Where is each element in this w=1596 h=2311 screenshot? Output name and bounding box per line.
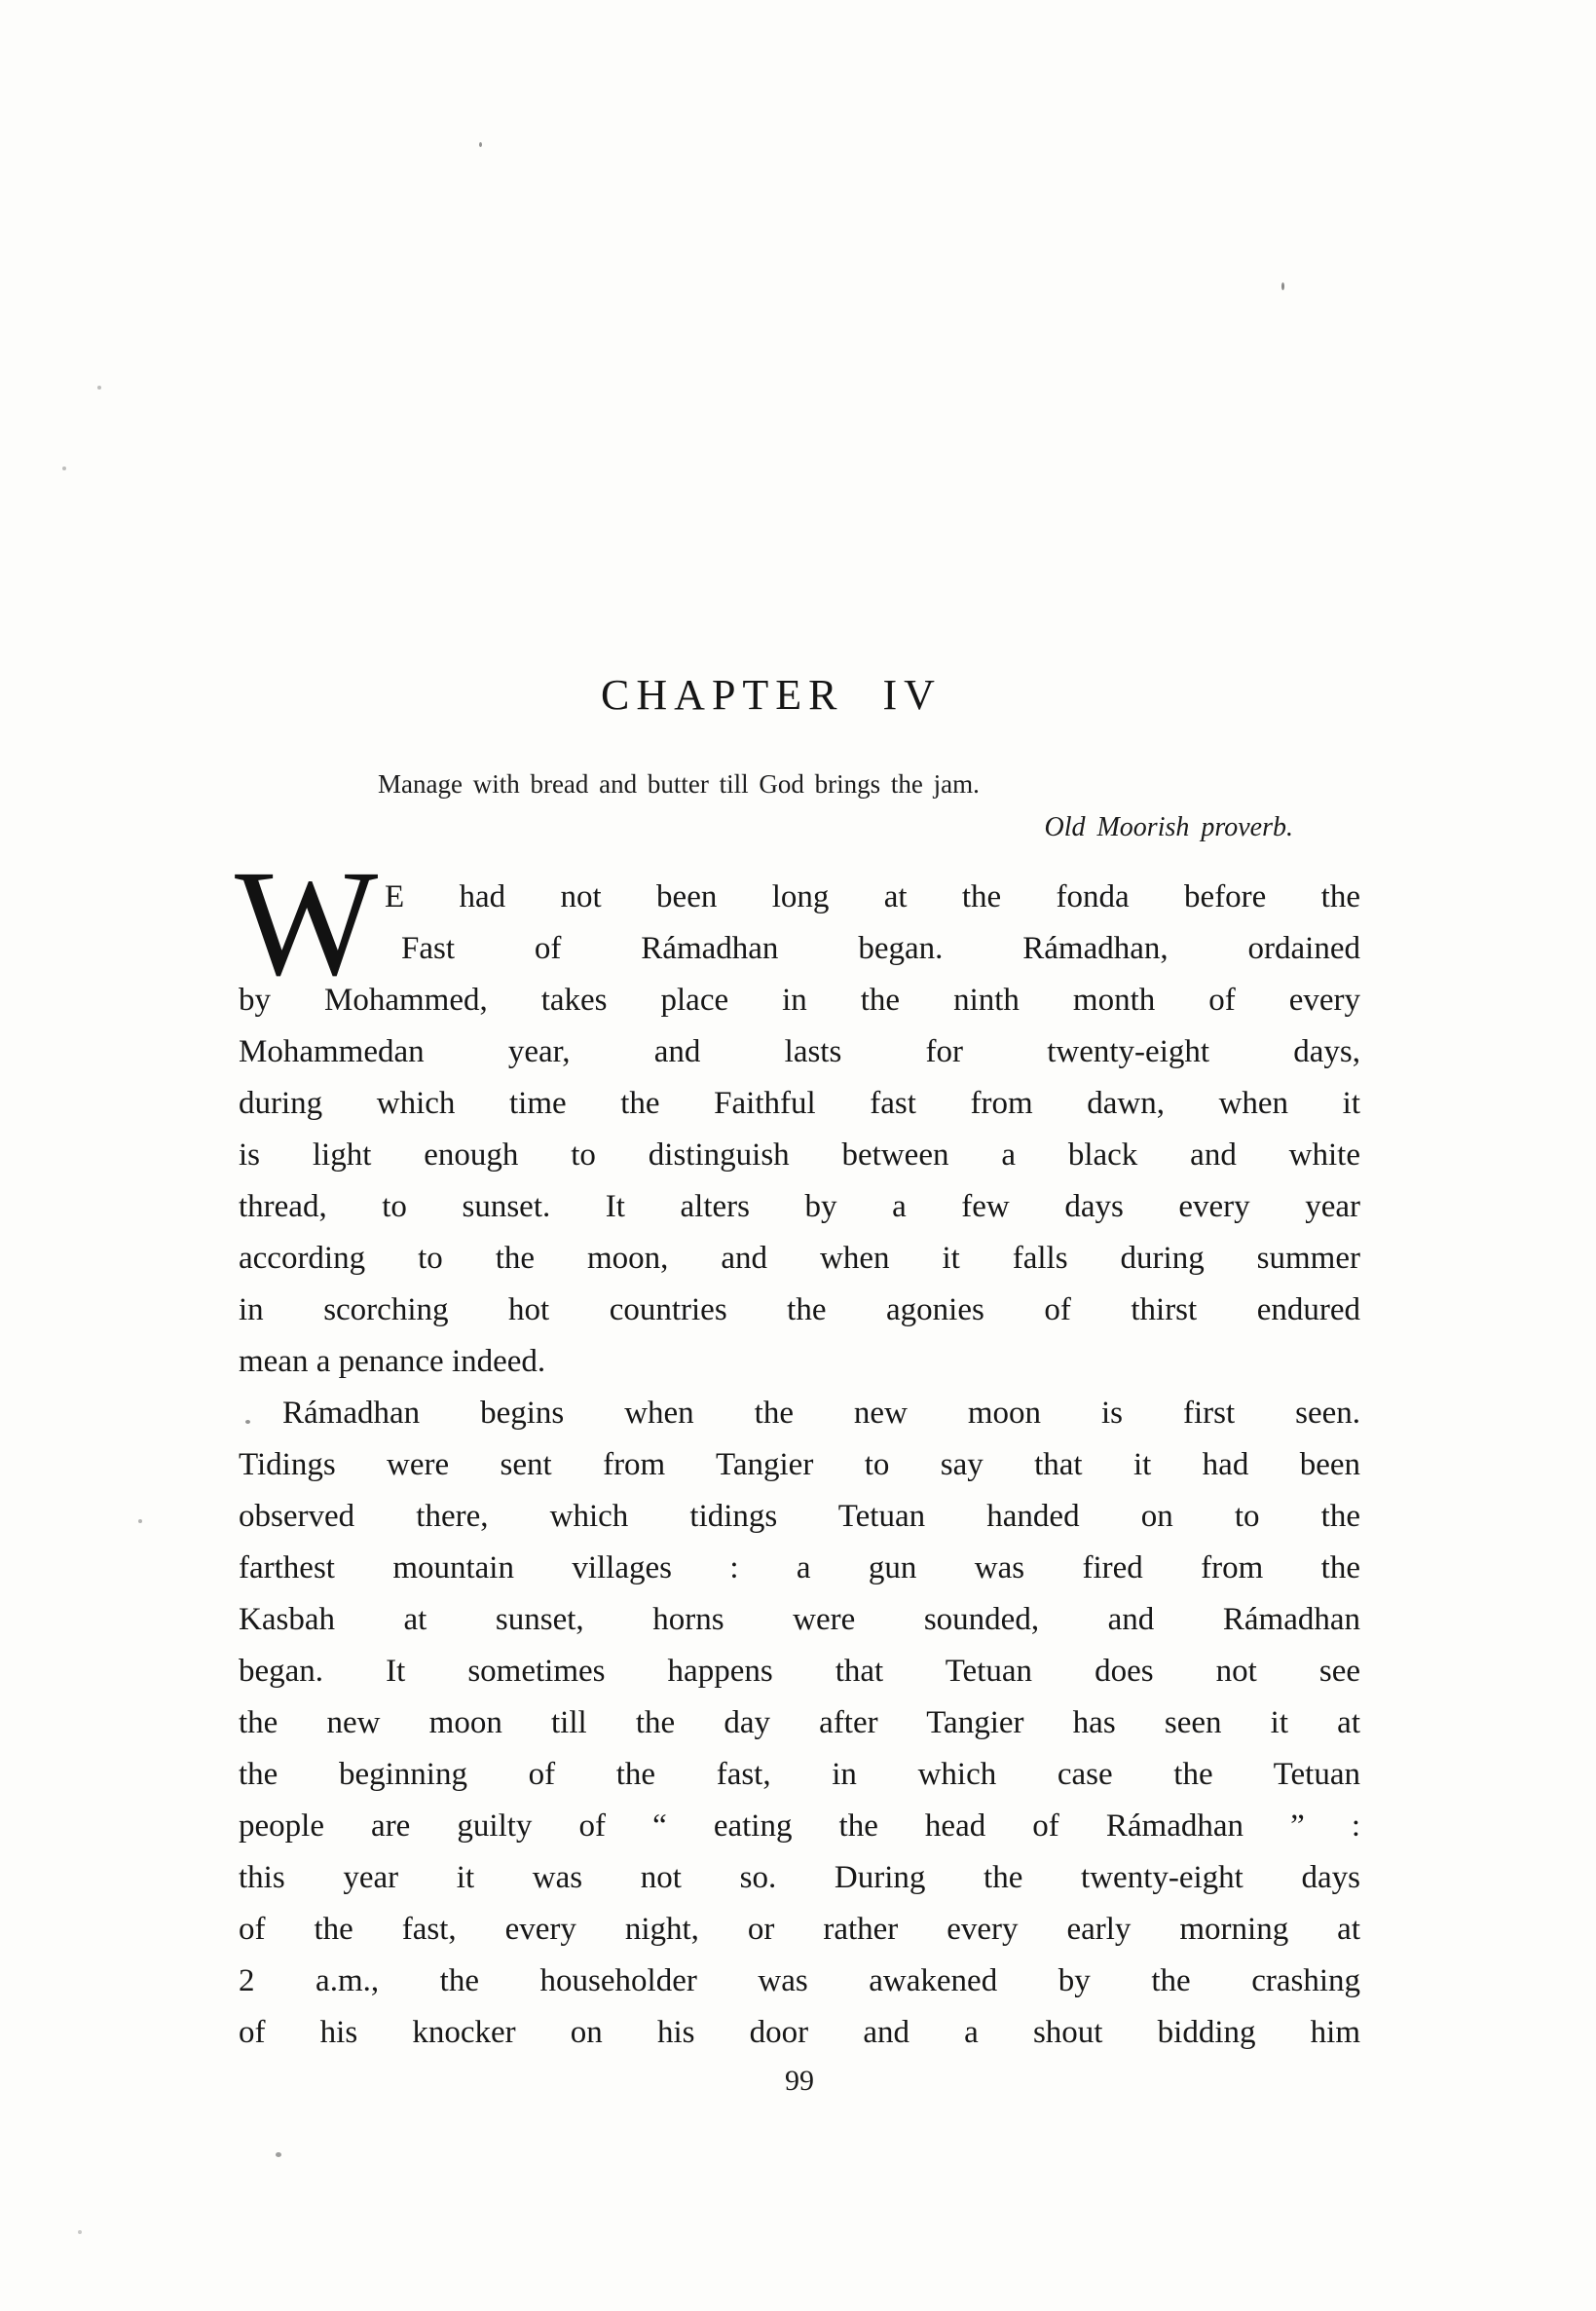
scan-speck (62, 466, 66, 470)
text-line: this year it was not so. During the twenty-eight days (239, 1860, 1360, 1895)
text-line: began. It sometimes happens that Tetuan does not see (239, 1654, 1360, 1689)
page-number: 99 (785, 2065, 814, 2097)
text-line: Tidings were sent from Tangier to say that it had been (239, 1447, 1360, 1482)
paragraph (235, 839, 1360, 1388)
text-line: Rámadhan begins when the new moon is first seen. (282, 1396, 1360, 1431)
scan-speck (1281, 282, 1284, 290)
scan-speck (78, 2230, 82, 2234)
text-line: of his knocker on his door and a shout bidding him (239, 2015, 1360, 2050)
epigraph (378, 769, 1293, 843)
text-line: according to the moon, and when it falls during summer (239, 1241, 1360, 1276)
scan-speck (479, 142, 482, 147)
text-line: is light enough to distinguish between a black and white (239, 1137, 1360, 1173)
text-line: during which time the Faithful fast from dawn, when it (239, 1086, 1360, 1121)
text-line: by Mohammed, takes place in the ninth month of every (239, 983, 1360, 1018)
text-line: in scorching hot countries the agonies of thirst endured (239, 1292, 1360, 1327)
text-line: the beginning of the fast, in which case the Tetuan (239, 1757, 1360, 1792)
scan-speck (97, 386, 101, 390)
epigraph-text: Manage with bread and butter till God brings the jam. (378, 769, 980, 799)
drop-cap: W (235, 839, 379, 1007)
text-line: the new moon till the day after Tangier has seen it at (239, 1705, 1360, 1740)
scan-speck (245, 1420, 250, 1424)
text-line: E had not been long at the fonda before the (385, 879, 1360, 914)
text-line: people are guilty of “ eating the head of Rámadhan ” : (239, 1808, 1360, 1844)
scan-speck (138, 1519, 142, 1523)
text-line: thread, to sunset. It alters by a few days every year (239, 1189, 1360, 1224)
scan-speck (276, 2152, 281, 2157)
text-line: mean a penance indeed. (239, 1344, 546, 1379)
text-line: Fast of Rámadhan began. Rámadhan, ordained (401, 931, 1360, 966)
epigraph-attribution: Old Moorish proverb. (1044, 812, 1293, 842)
text-line: Mohammedan year, and lasts for twenty-eight days, (239, 1034, 1360, 1069)
paragraph (239, 1388, 1360, 2059)
chapter-heading: CHAPTER IV (601, 671, 942, 719)
text-line: 2 a.m., the householder was awakened by the crashing (239, 1963, 1360, 1998)
text-line: Kasbah at sunset, horns were sounded, and Rámadhan (239, 1602, 1360, 1637)
text-line: of the fast, every night, or rather every early morning at (239, 1912, 1360, 1947)
body-text (235, 839, 1360, 2059)
text-line: observed there, which tidings Tetuan handed on to the (239, 1499, 1360, 1534)
text-line: farthest mountain villages : a gun was fired from the (239, 1550, 1360, 1585)
